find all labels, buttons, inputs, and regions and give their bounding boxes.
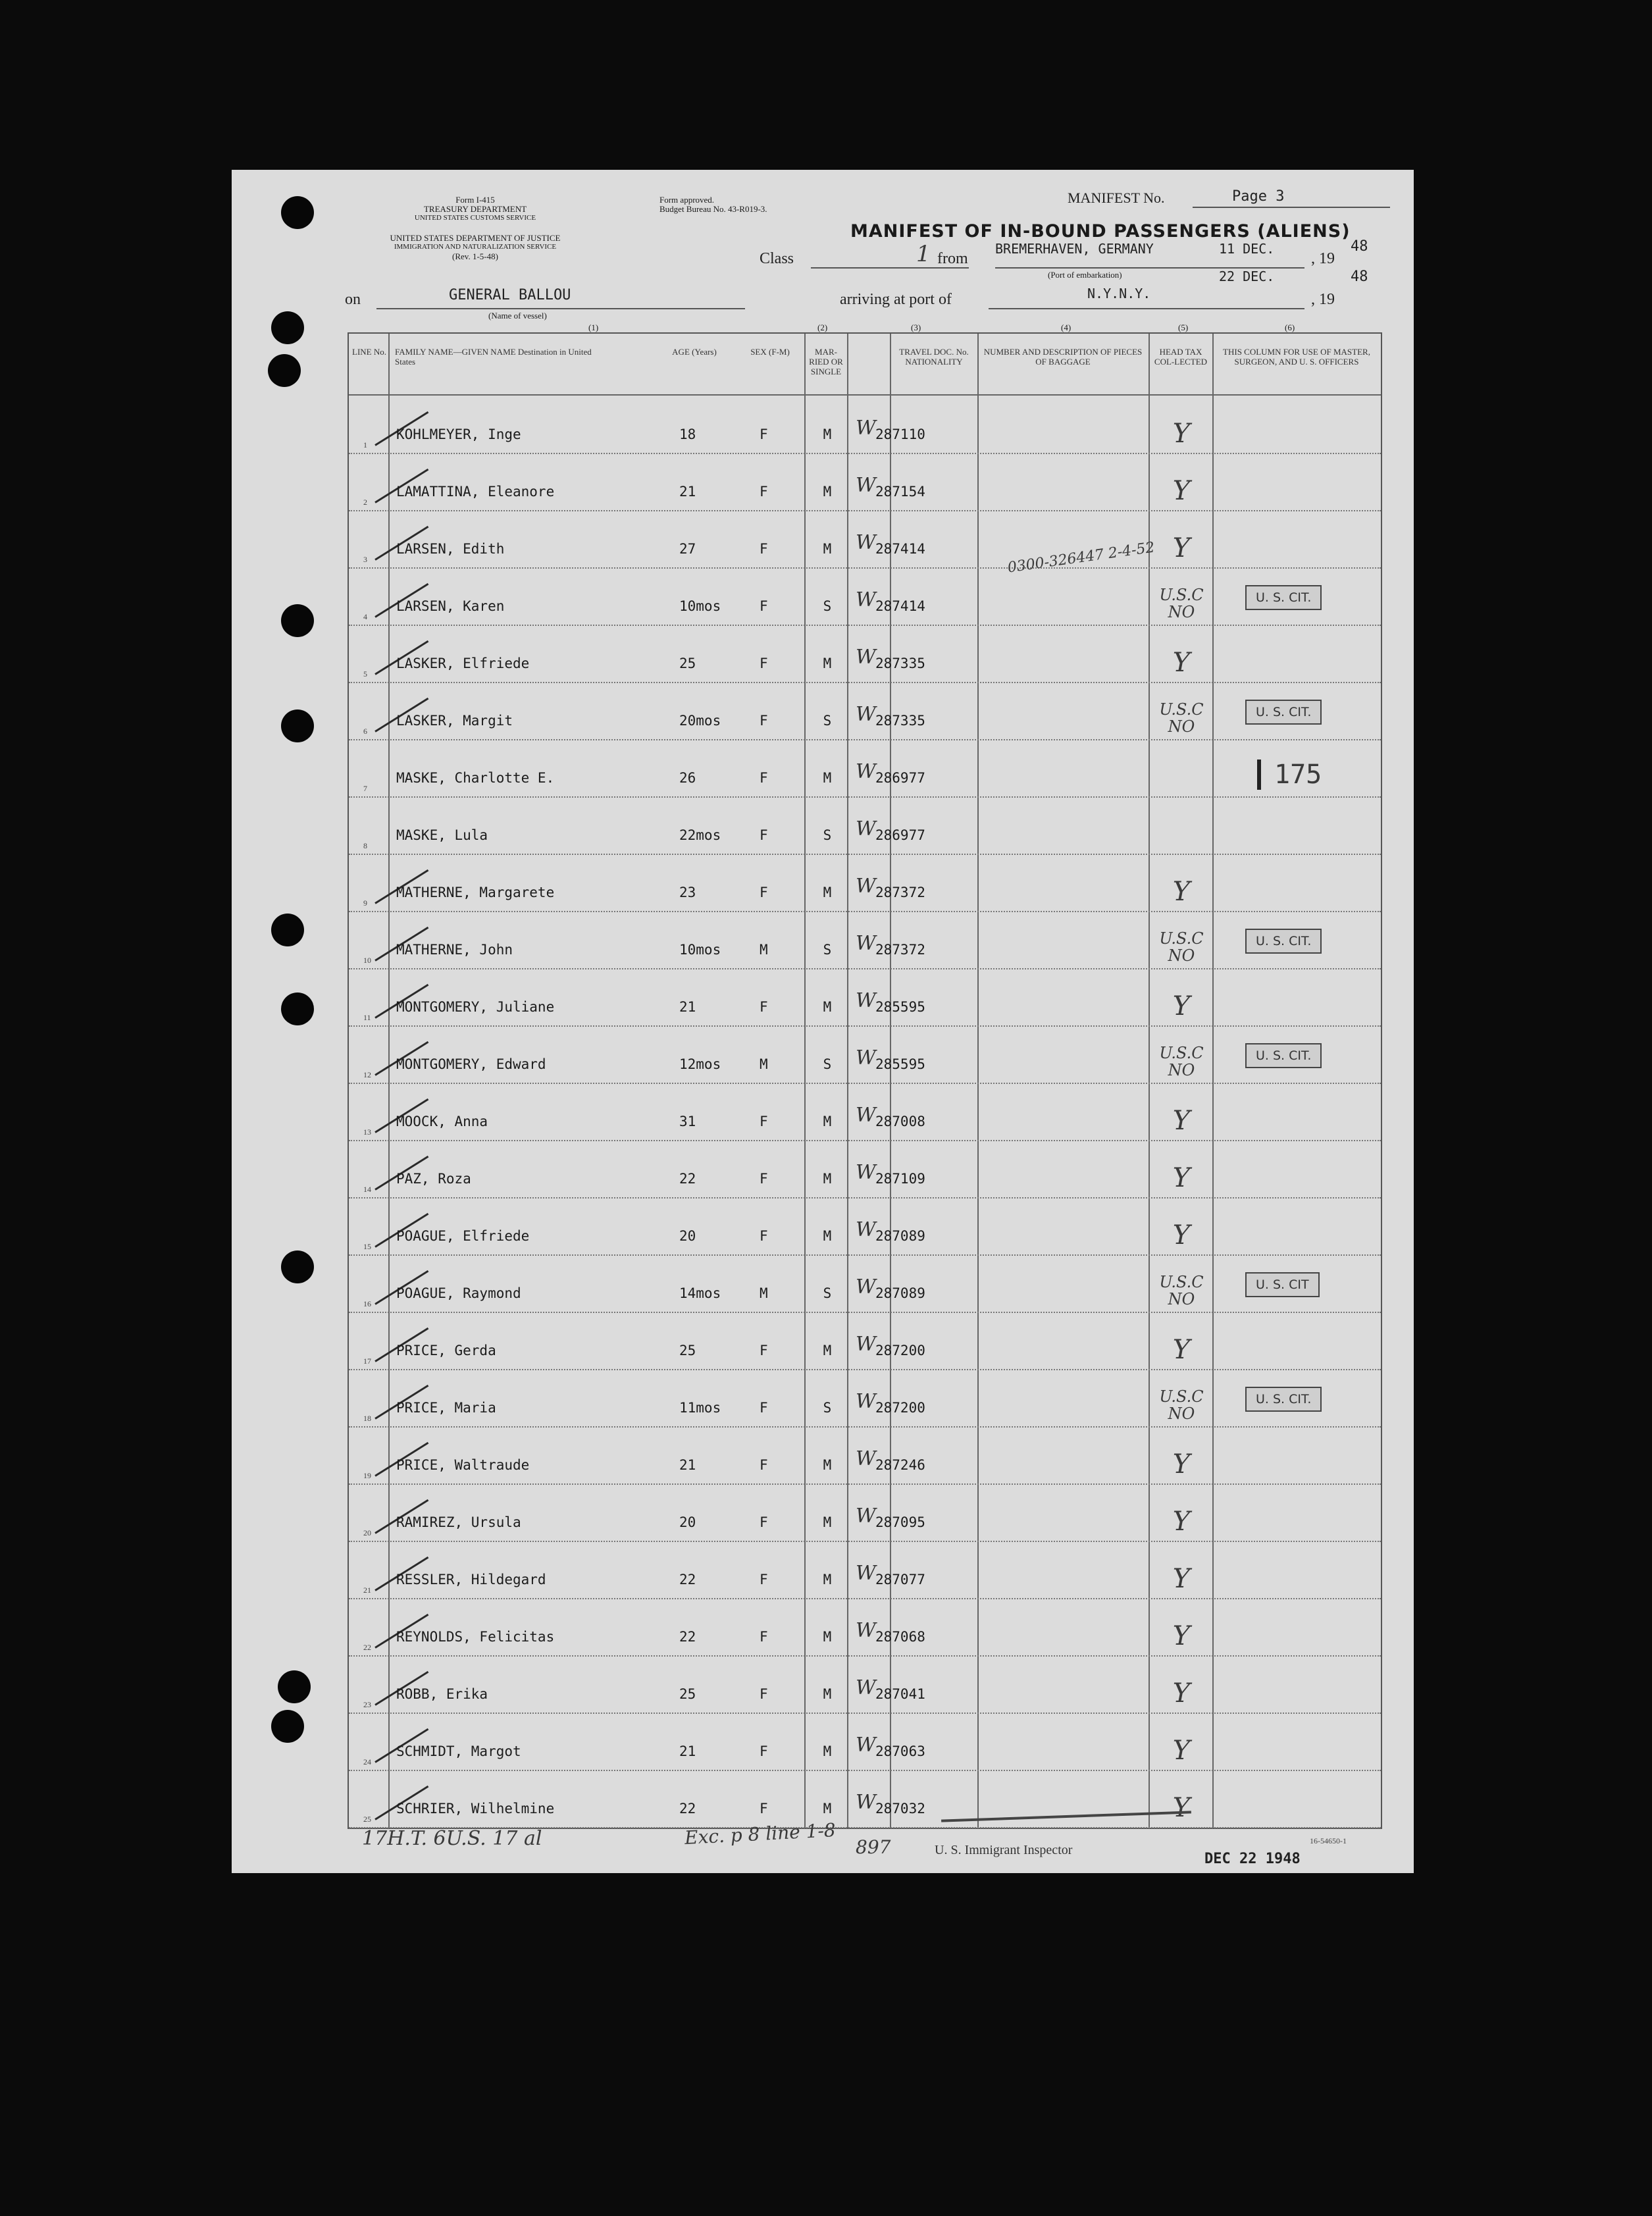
marital-status: M: [823, 484, 832, 500]
passenger-sex: F: [760, 999, 768, 1015]
line-number: 16: [363, 1299, 371, 1308]
table-row: [349, 1713, 1381, 1771]
travel-doc-number: 287110: [875, 426, 925, 442]
binder-hole: [281, 196, 314, 229]
line-number: 7: [363, 784, 367, 793]
passenger-sex: F: [760, 1743, 768, 1759]
number-stamp: 175: [1257, 760, 1322, 790]
travel-doc-number: 287089: [875, 1228, 925, 1244]
marital-status: M: [823, 1457, 832, 1473]
passenger-age: 22: [679, 1801, 696, 1817]
passenger-name: SCHMIDT, Margot: [396, 1743, 521, 1759]
head-tax-mark: U.S.C NO: [1159, 1273, 1204, 1308]
line-number: 21: [363, 1585, 371, 1595]
col-header-name: FAMILY NAME—GIVEN NAME Destination in United States: [395, 347, 592, 367]
nationality-w-mark: W: [856, 646, 876, 669]
inspector-number: 897: [856, 1836, 891, 1858]
nationality-w-mark: W: [856, 1161, 876, 1184]
head-tax-mark: Y: [1172, 1163, 1191, 1193]
line-number: 5: [363, 669, 367, 679]
passenger-age: 11mos: [679, 1400, 721, 1416]
nationality-w-mark: W: [856, 989, 876, 1012]
passenger-name: KOHLMEYER, Inge: [396, 426, 521, 442]
passenger-sex: F: [760, 827, 768, 843]
head-tax-mark: Y: [1172, 419, 1191, 449]
table-row: [349, 1140, 1381, 1198]
passenger-age: 20: [679, 1228, 696, 1244]
passenger-table: [348, 332, 1382, 1829]
embark-port: BREMERHAVEN, GERMANY: [995, 241, 1154, 257]
travel-doc-number: 286977: [875, 770, 925, 786]
travel-doc-number: 287089: [875, 1285, 925, 1301]
nationality-w-mark: W: [856, 1562, 876, 1585]
head-tax-mark: Y: [1172, 991, 1191, 1021]
table-row: [349, 1254, 1381, 1313]
us-citizen-stamp: U. S. CIT.: [1245, 585, 1322, 610]
passenger-name: REYNOLDS, Felicitas: [396, 1629, 555, 1645]
passenger-age: 21: [679, 1457, 696, 1473]
nationality-w-mark: W: [856, 1791, 876, 1814]
passenger-sex: M: [760, 1285, 768, 1301]
line-number: 3: [363, 555, 367, 564]
passenger-age: 21: [679, 484, 696, 500]
baggage-note: 0300-326447 2-4-52: [1006, 539, 1156, 577]
passenger-age: 21: [679, 1743, 696, 1759]
passenger-name: RAMIREZ, Ursula: [396, 1514, 521, 1530]
col-num-4: (4): [1061, 322, 1071, 332]
nationality-w-mark: W: [856, 817, 876, 840]
passenger-name: MATHERNE, Margarete: [396, 885, 555, 900]
passenger-sex: F: [760, 1400, 768, 1416]
marital-status: S: [823, 1056, 832, 1072]
line-number: 19: [363, 1471, 371, 1480]
travel-doc-number: 287008: [875, 1114, 925, 1129]
passenger-name: PRICE, Maria: [396, 1400, 496, 1416]
marital-status: S: [823, 713, 832, 729]
marital-status: M: [823, 1743, 832, 1759]
line-number: 22: [363, 1643, 371, 1652]
passenger-name: PRICE, Waltraude: [396, 1457, 530, 1473]
table-row: [349, 567, 1381, 626]
passenger-age: 25: [679, 1686, 696, 1702]
passenger-sex: M: [760, 942, 768, 958]
head-tax-mark: U.S.C NO: [1159, 586, 1204, 621]
binder-hole: [281, 992, 314, 1025]
head-tax-mark: Y: [1172, 1449, 1191, 1480]
table-row: [349, 1770, 1381, 1828]
line-number: 14: [363, 1185, 371, 1194]
passenger-name: LASKER, Margit: [396, 713, 513, 729]
travel-doc-number: 287077: [875, 1572, 925, 1587]
passenger-sex: F: [760, 598, 768, 614]
col-header-married: MAR-RIED OR SINGLE: [809, 347, 843, 376]
marital-status: M: [823, 1629, 832, 1645]
passenger-sex: F: [760, 1343, 768, 1358]
col-num-2: (2): [817, 322, 828, 332]
passenger-age: 20: [679, 1514, 696, 1530]
passenger-sex: M: [760, 1056, 768, 1072]
nationality-w-mark: W: [856, 474, 876, 497]
marital-status: M: [823, 1686, 832, 1702]
binder-hole: [281, 1250, 314, 1283]
travel-doc-number: 287372: [875, 942, 925, 958]
marital-status: S: [823, 942, 832, 958]
arrival-year: 48: [1351, 269, 1368, 285]
line-number: 12: [363, 1070, 371, 1079]
footer-tally: 17H.T. 6U.S. 17 al: [362, 1827, 542, 1850]
embark-caption: (Port of embarkation): [1048, 270, 1122, 280]
head-tax-mark: Y: [1172, 533, 1191, 563]
on-label: on: [345, 291, 361, 308]
nationality-w-mark: W: [856, 588, 876, 611]
marital-status: M: [823, 770, 832, 786]
manifest-no-line: [1193, 207, 1390, 208]
line-number: 6: [363, 727, 367, 736]
passenger-age: 25: [679, 1343, 696, 1358]
head-tax-mark: Y: [1172, 648, 1191, 678]
passenger-age: 14mos: [679, 1285, 721, 1301]
passenger-name: PRICE, Gerda: [396, 1343, 496, 1358]
table-row: [349, 510, 1381, 577]
travel-doc-number: 287335: [875, 656, 925, 671]
marital-status: M: [823, 885, 832, 900]
travel-doc-number: 287032: [875, 1801, 925, 1817]
col-header-tax: HEAD TAX COL-LECTED: [1154, 347, 1208, 367]
passenger-name: MOOCK, Anna: [396, 1114, 488, 1129]
line-number: 23: [363, 1700, 371, 1709]
table-row: [349, 1369, 1381, 1428]
head-tax-mark: Y: [1172, 1564, 1191, 1594]
line-number: 8: [363, 841, 367, 850]
passenger-sex: F: [760, 1629, 768, 1645]
passenger-name: POAGUE, Raymond: [396, 1285, 521, 1301]
year-prefix-1: , 19: [1311, 250, 1335, 267]
line-number: 24: [363, 1757, 371, 1766]
us-citizen-stamp: U. S. CIT.: [1245, 1387, 1322, 1412]
manifest-title: MANIFEST OF IN-BOUND PASSENGERS (ALIENS): [850, 221, 1351, 242]
col-num-1: (1): [588, 322, 599, 332]
passenger-age: 21: [679, 999, 696, 1015]
travel-doc-number: 287200: [875, 1400, 925, 1416]
table-row: [349, 854, 1381, 912]
vessel-name: GENERAL BALLOU: [449, 287, 571, 303]
table-row: [349, 911, 1381, 969]
col-header-line: LINE No.: [352, 347, 386, 357]
table-row: [349, 968, 1381, 1027]
binder-hole: [278, 1670, 311, 1703]
col-num-6: (6): [1285, 322, 1295, 332]
table-row: [349, 1541, 1381, 1599]
table-row: [349, 396, 1381, 454]
nationality-w-mark: W: [856, 1333, 876, 1356]
passenger-name: MASKE, Charlotte E.: [396, 770, 555, 786]
passenger-sex: F: [760, 656, 768, 671]
class-label: Class: [760, 250, 794, 267]
table-row: [349, 1655, 1381, 1714]
head-tax-mark: Y: [1172, 1621, 1191, 1651]
marital-status: M: [823, 656, 832, 671]
passenger-age: 25: [679, 656, 696, 671]
passenger-age: 10mos: [679, 942, 721, 958]
travel-doc-number: 287335: [875, 713, 925, 729]
passenger-age: 26: [679, 770, 696, 786]
travel-doc-number: 287414: [875, 541, 925, 557]
head-tax-mark: U.S.C NO: [1159, 700, 1204, 736]
passenger-sex: F: [760, 1114, 768, 1129]
passenger-name: LASKER, Elfriede: [396, 656, 530, 671]
passenger-name: MONTGOMERY, Juliane: [396, 999, 555, 1015]
travel-doc-number: 287372: [875, 885, 925, 900]
passenger-age: 22mos: [679, 827, 721, 843]
nationality-w-mark: W: [856, 1390, 876, 1413]
passenger-sex: F: [760, 484, 768, 500]
depart-year: 48: [1351, 238, 1368, 255]
line-number: 11: [363, 1013, 371, 1022]
from-label: from: [937, 250, 968, 267]
binder-hole: [281, 709, 314, 742]
print-code: 16-54650-1: [1310, 1836, 1347, 1845]
travel-doc-number: 285595: [875, 999, 925, 1015]
passenger-sex: F: [760, 1686, 768, 1702]
passenger-sex: F: [760, 541, 768, 557]
marital-status: M: [823, 1114, 832, 1129]
head-tax-mark: Y: [1172, 1793, 1191, 1823]
line-number: 2: [363, 498, 367, 507]
passenger-sex: F: [760, 770, 768, 786]
passenger-sex: F: [760, 1572, 768, 1587]
nationality-w-mark: W: [856, 1447, 876, 1470]
table-row: [349, 796, 1381, 855]
head-tax-mark: Y: [1172, 1736, 1191, 1766]
passenger-age: 27: [679, 541, 696, 557]
vessel-caption: (Name of vessel): [488, 311, 547, 321]
col-header-baggage: NUMBER AND DESCRIPTION OF PIECES OF BAGGAGE: [983, 347, 1143, 367]
nationality-w-mark: W: [856, 703, 876, 726]
marital-status: S: [823, 1400, 832, 1416]
travel-doc-number: 287063: [875, 1743, 925, 1759]
passenger-sex: F: [760, 1228, 768, 1244]
marital-status: M: [823, 999, 832, 1015]
line-number: 17: [363, 1356, 371, 1366]
passenger-age: 23: [679, 885, 696, 900]
passenger-age: 20mos: [679, 713, 721, 729]
head-tax-mark: U.S.C NO: [1159, 929, 1204, 965]
col-header-sex: SEX (F-M): [750, 347, 790, 357]
table-row: [349, 453, 1381, 511]
head-tax-mark: Y: [1172, 1335, 1191, 1365]
table-row: [349, 1083, 1381, 1141]
line-number: 15: [363, 1242, 371, 1251]
passenger-name: LAMATTINA, Eleanore: [396, 484, 555, 500]
travel-doc-number: 287246: [875, 1457, 925, 1473]
line-number: 25: [363, 1815, 371, 1824]
marital-status: M: [823, 541, 832, 557]
table-row: [349, 1312, 1381, 1370]
passenger-age: 22: [679, 1629, 696, 1645]
col-num-5: (5): [1178, 322, 1189, 332]
binder-hole: [271, 1710, 304, 1743]
marital-status: S: [823, 1285, 832, 1301]
budget-bureau: Budget Bureau No. 43-R019-3.: [659, 204, 767, 214]
us-citizen-stamp: U. S. CIT: [1245, 1272, 1320, 1297]
travel-doc-number: 287068: [875, 1629, 925, 1645]
travel-doc-number: 287414: [875, 598, 925, 614]
binder-hole: [281, 604, 314, 637]
line-number: 1: [363, 440, 367, 450]
table-row: [349, 1025, 1381, 1084]
passenger-age: 12mos: [679, 1056, 721, 1072]
marital-status: S: [823, 598, 832, 614]
col-header-age: AGE (Years): [672, 347, 717, 357]
passenger-name: LARSEN, Karen: [396, 598, 505, 614]
passenger-sex: F: [760, 713, 768, 729]
nationality-w-mark: W: [856, 417, 876, 440]
nationality-w-mark: W: [856, 1218, 876, 1241]
passenger-name: POAGUE, Elfriede: [396, 1228, 530, 1244]
table-row: [349, 625, 1381, 683]
us-citizen-stamp: U. S. CIT.: [1245, 1043, 1322, 1068]
nationality-w-mark: W: [856, 875, 876, 898]
passenger-sex: F: [760, 1457, 768, 1473]
col-header-doc: TRAVEL DOC. No. NATIONALITY: [899, 347, 969, 367]
col-num-3: (3): [911, 322, 921, 332]
line-number: 4: [363, 612, 367, 621]
treasury-dept: TREASURY DEPARTMENT: [423, 204, 527, 214]
passenger-sex: F: [760, 426, 768, 442]
nationality-w-mark: W: [856, 1734, 876, 1757]
justice-dept: UNITED STATES DEPARTMENT OF JUSTICE: [390, 233, 561, 243]
vessel-line: [376, 308, 745, 309]
arrival-port: N.Y.N.Y.: [1087, 286, 1151, 301]
binder-hole: [271, 914, 304, 946]
marital-status: M: [823, 1228, 832, 1244]
head-tax-mark: Y: [1172, 1507, 1191, 1537]
nationality-w-mark: W: [856, 531, 876, 554]
footer-exception-note: Exc. p 8 line 1-8: [684, 1819, 837, 1849]
passenger-name: MASKE, Lula: [396, 827, 488, 843]
travel-doc-number: 287041: [875, 1686, 925, 1702]
passenger-sex: F: [760, 1171, 768, 1187]
passenger-age: 18: [679, 426, 696, 442]
binder-hole: [268, 354, 301, 387]
us-citizen-stamp: U. S. CIT.: [1245, 929, 1322, 954]
nationality-w-mark: W: [856, 932, 876, 955]
table-row: [349, 1426, 1381, 1485]
us-citizen-stamp: U. S. CIT.: [1245, 700, 1322, 725]
passenger-name: MATHERNE, John: [396, 942, 513, 958]
year-prefix-2: , 19: [1311, 291, 1335, 308]
passenger-name: SCHRIER, Wilhelmine: [396, 1801, 555, 1817]
passenger-name: RESSLER, Hildegard: [396, 1572, 546, 1587]
binder-hole: [271, 311, 304, 344]
passenger-name: MONTGOMERY, Edward: [396, 1056, 546, 1072]
manifest-no-label: MANIFEST No.: [1068, 190, 1165, 206]
travel-doc-number: 287095: [875, 1514, 925, 1530]
line-number: 18: [363, 1414, 371, 1423]
travel-doc-number: 286977: [875, 827, 925, 843]
passenger-age: 31: [679, 1114, 696, 1129]
marital-status: M: [823, 1343, 832, 1358]
nationality-w-mark: W: [856, 1505, 876, 1528]
table-row: [349, 1598, 1381, 1657]
arrival-line: [989, 308, 1304, 309]
passenger-name: ROBB, Erika: [396, 1686, 488, 1702]
passenger-age: 22: [679, 1171, 696, 1187]
nationality-w-mark: W: [856, 1104, 876, 1127]
head-tax-mark: Y: [1172, 1220, 1191, 1250]
marital-status: M: [823, 1171, 832, 1187]
travel-doc-number: 285595: [875, 1056, 925, 1072]
line-number: 13: [363, 1127, 371, 1137]
table-row: [349, 1197, 1381, 1256]
inspector-label: U. S. Immigrant Inspector: [935, 1843, 1073, 1857]
head-tax-mark: U.S.C NO: [1159, 1044, 1204, 1079]
nationality-w-mark: W: [856, 1676, 876, 1699]
date-stamp: DEC 22 1948: [1204, 1851, 1301, 1867]
passenger-name: PAZ, Roza: [396, 1171, 471, 1187]
travel-doc-number: 287200: [875, 1343, 925, 1358]
arrival-date: 22 DEC.: [1219, 269, 1275, 284]
marital-status: M: [823, 1572, 832, 1587]
nationality-w-mark: W: [856, 760, 876, 783]
marital-status: M: [823, 1514, 832, 1530]
marital-status: M: [823, 1801, 832, 1817]
passenger-name: LARSEN, Edith: [396, 541, 505, 557]
arriving-label: arriving at port of: [840, 291, 952, 308]
head-tax-mark: Y: [1172, 877, 1191, 907]
form-number: Form I-415: [455, 195, 495, 205]
nationality-w-mark: W: [856, 1046, 876, 1069]
travel-doc-number: 287154: [875, 484, 925, 500]
line-number: 9: [363, 898, 367, 908]
nationality-w-mark: W: [856, 1275, 876, 1299]
head-tax-mark: Y: [1172, 1678, 1191, 1709]
ins-service: IMMIGRATION AND NATURALIZATION SERVICE: [394, 243, 557, 251]
customs-service: UNITED STATES CUSTOMS SERVICE: [414, 214, 536, 222]
table-row: [349, 1483, 1381, 1542]
nationality-w-mark: W: [856, 1619, 876, 1642]
line-number: 20: [363, 1528, 371, 1537]
marital-status: S: [823, 827, 832, 843]
col-header-officers: THIS COLUMN FOR USE OF MASTER, SURGEON, AND U. S. OFFICERS: [1223, 347, 1370, 367]
head-tax-mark: U.S.C NO: [1159, 1387, 1204, 1423]
head-tax-mark: Y: [1172, 476, 1191, 506]
line-number: 10: [363, 956, 371, 965]
form-approved: Form approved.: [659, 195, 715, 205]
passenger-sex: F: [760, 1801, 768, 1817]
revision: (Rev. 1-5-48): [452, 251, 498, 261]
passenger-age: 10mos: [679, 598, 721, 614]
head-tax-mark: Y: [1172, 1106, 1191, 1136]
passenger-sex: F: [760, 885, 768, 900]
class-value: 1: [916, 241, 931, 267]
passenger-sex: F: [760, 1514, 768, 1530]
table-row: [349, 682, 1381, 740]
passenger-age: 22: [679, 1572, 696, 1587]
page-number: Page 3: [1232, 188, 1285, 205]
marital-status: M: [823, 426, 832, 442]
travel-doc-number: 287109: [875, 1171, 925, 1187]
depart-date: 11 DEC.: [1219, 241, 1275, 257]
table-row: [349, 739, 1381, 798]
